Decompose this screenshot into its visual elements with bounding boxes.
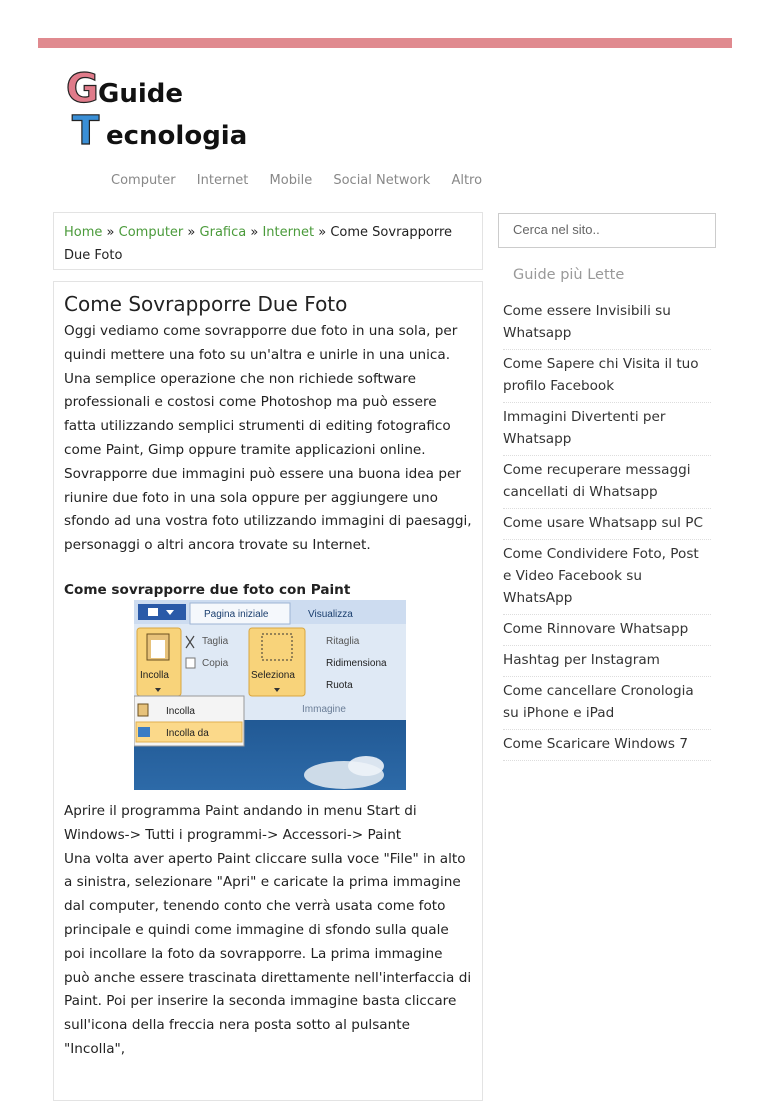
list-item[interactable]: Come Condividere Foto, Post e Video Facebook su WhatsApp	[503, 540, 711, 615]
site-logo[interactable]	[66, 64, 256, 154]
svg-text:G: G	[66, 66, 99, 112]
list-item[interactable]: Come Rinnovare Whatsapp	[503, 615, 711, 646]
article-subheading: Come sovrapporre due foto con Paint	[64, 581, 351, 598]
list-item[interactable]: Come recuperare messaggi cancellati di Whatsapp	[503, 456, 711, 509]
breadcrumb-grafica[interactable]: Grafica	[199, 225, 247, 240]
svg-text:T: T	[72, 108, 100, 154]
list-item[interactable]: Come Scaricare Windows 7	[503, 730, 711, 761]
breadcrumb: Home » Computer » Grafica » Internet » Come Sovrapporre Due Foto	[53, 212, 483, 270]
article	[53, 281, 483, 1101]
menu-paste-from: Incolla da	[166, 727, 209, 739]
sidebar-title: Guide più Lette	[513, 267, 625, 283]
nav-social-network[interactable]: Social Network	[333, 173, 431, 188]
nav-altro[interactable]: Altro	[451, 173, 483, 188]
list-item[interactable]: Come usare Whatsapp sul PC	[503, 509, 711, 540]
breadcrumb-internet[interactable]: Internet	[262, 225, 315, 240]
top-accent-bar	[38, 38, 732, 48]
list-item[interactable]: Come Sapere chi Visita il tuo profilo Facebook	[503, 350, 711, 403]
resize-label: Ridimensiona	[326, 657, 387, 669]
menu-paste: Incolla	[166, 705, 195, 717]
logo-text-line1: Guide	[98, 79, 184, 109]
nav-computer[interactable]: Computer	[111, 173, 176, 188]
list-item[interactable]: Immagini Divertenti per Whatsapp	[503, 403, 711, 456]
nav-internet[interactable]: Internet	[196, 173, 249, 188]
svg-text:ecnologia: ecnologia	[106, 121, 248, 151]
article-paragraph-3: Aprire il programma Paint andando in menu Start di Windows-> Tutti i programmi-> Accessori-> Paint	[64, 802, 417, 843]
tab-pagina-iniziale: Pagina iniziale	[204, 608, 269, 620]
nav-mobile[interactable]: Mobile	[269, 173, 313, 188]
crop-label: Ritaglia	[326, 635, 360, 647]
rotate-label: Ruota	[326, 679, 353, 691]
article-title: Come Sovrapporre Due Foto	[64, 292, 348, 316]
paint-ribbon-screenshot	[134, 600, 406, 790]
cut-label: Taglia	[202, 635, 229, 647]
list-item[interactable]: Come essere Invisibili su Whatsapp	[503, 297, 711, 350]
breadcrumb-current: Come Sovrapporre Due Foto	[64, 225, 453, 263]
paste-label: Incolla	[140, 669, 169, 681]
select-label: Seleziona	[251, 669, 295, 681]
popular-guides-list	[503, 297, 711, 761]
main-nav	[111, 173, 499, 188]
tab-visualizza: Visualizza	[308, 608, 353, 620]
breadcrumb-home[interactable]: Home	[64, 225, 103, 240]
article-intro: Oggi vediamo come sovrapporre due foto in una sola, per quindi mettere una foto su un'altra e unirle in una unica. Una semplice operazione che non richiede software professionali e costosi come Photoshop ma può essere fatta utilizzando semplici strumenti di editing fotografico come Paint, Gimp oppure tramite applicazioni online.	[64, 323, 458, 458]
group-label: Immagine	[302, 703, 346, 715]
copy-label: Copia	[202, 657, 229, 669]
article-paragraph: Sovrapporre due immagini può essere una buona idea per riunire due foto in una sola oppure per aggiungere uno sfondo ad una vostra foto utilizzando immagini di paesaggi, personaggi o altri ancora trovate su Internet.	[64, 465, 472, 554]
search-input[interactable]: Cerca nel sito..	[498, 213, 716, 248]
list-item[interactable]: Come cancellare Cronologia su iPhone e iPad	[503, 677, 711, 730]
breadcrumb-computer[interactable]: Computer	[118, 225, 184, 240]
list-item[interactable]: Hashtag per Instagram	[503, 646, 711, 677]
article-paragraph-4: Una volta aver aperto Paint cliccare sulla voce "File" in alto a sinistra, selezionare "Apri" e caricate la prima immagine dal computer, tenendo conto che verrà usata come foto principale e quindi come immagine di sfondo sulla quale poi incollare la foto da sovrapporre. La prima immagine può anche essere trascinata direttamente nell'interfaccia di Paint. Poi per inserire la seconda immagine basta cliccare sull'icona della freccia nera posta sotto al pulsante "Incolla",	[64, 850, 472, 1057]
